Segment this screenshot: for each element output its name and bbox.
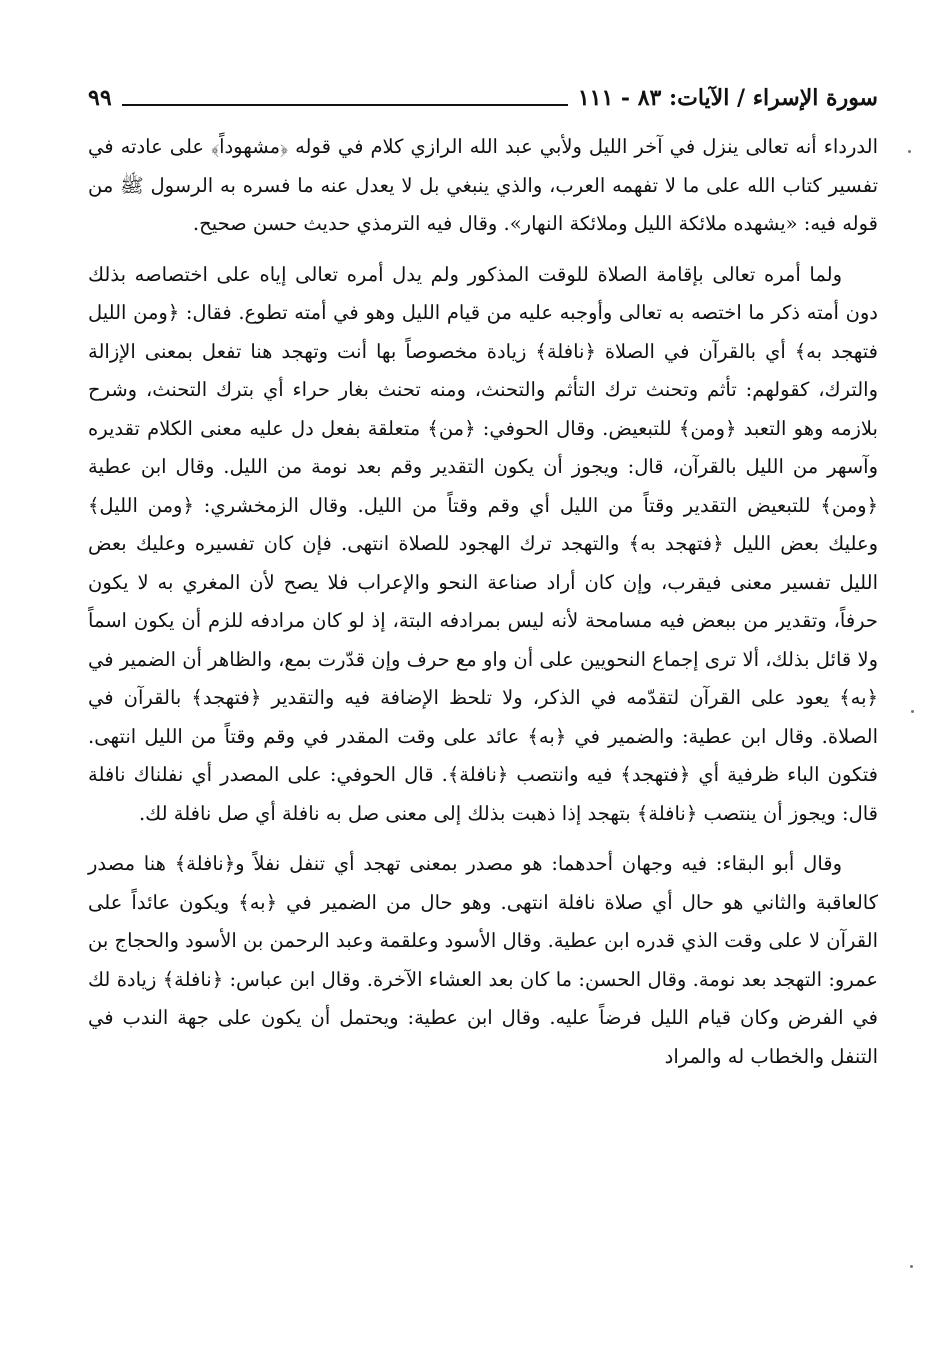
scan-speck	[910, 1265, 913, 1268]
page-number: ٩٩	[88, 85, 112, 111]
paragraph-2: ولما أمره تعالى بإقامة الصلاة للوقت المذكور ولم يدل أمره تعالى إياه على اختصاصه بذلك دون أمته ذكر ما اختصه به تعالى وأوجبه عليه من قيام الليل وهو في أمته تطوع. فقال: ﴿ومن الليل فتهجد به﴾ أي بالقرآن في الصلاة ﴿نافلة﴾ زيادة مخصوصاً بها أنت وتهجد هنا تفعل بمعنى الإزالة والترك، كقولهم: تأثم وتحنث ترك التأثم والتحنث، ومنه تحنث بغار حراء أي بترك التحنث، وشرح بلازمه وهو التعبد ﴿ومن﴾ للتبعيض. وقال الحوفي: ﴿من﴾ متعلقة بفعل دل عليه معنى الكلام تقديره وآسهر من الليل بالقرآن، قال: ويجوز أن يكون التقدير وقم بعد نومة من الليل. وقال ابن عطية ﴿ومن﴾ للتبعيض التقدير وقتاً من الليل أي وقم وقتاً من الليل. وقال الزمخشري: ﴿ومن الليل﴾ وعليك بعض الليل ﴿فتهجد به﴾ والتهجد ترك الهجود للصلاة انتهى. فإن كان تفسيره وعليك بعض الليل تفسير معنى فيقرب، وإن كان أراد صناعة النحو والإعراب فلا يصح لأن المغري به لا يكون حرفاً، وتقدير من ببعض فيه مسامحة لأنه ليس بمرادفه البتة، إذ لو كان مرادفه للزم أن يكون اسماً ولا قائل بذلك، ألا ترى إجماع النحويين على أن واو مع حرف وإن قدّرت بمع، والظاهر أن الضمير في ﴿به﴾ يعود على القرآن لتقدّمه في الذكر، ولا تلحظ الإضافة فيه والتقدير ﴿فتهجد﴾ بالقرآن في الصلاة. وقال ابن عطية: والضمير في ﴿به﴾ عائد على وقت المقدر في وقم وقتاً من الليل انتهى. فتكون الباء ظرفية أي ﴿فتهجد﴾ فيه وانتصب ﴿نافلة﴾. قال الحوفي: على المصدر أي نفلناك نافلة قال: ويجوز أن ينتصب ﴿نافلة﴾ بتهجد إذا ذهبت بذلك إلى معنى صل به نافلة أي صل نافلة لك.	[88, 262, 878, 825]
running-header	[88, 78, 878, 112]
scan-speck	[911, 710, 914, 713]
paragraph-1: الدرداء أنه تعالى ينزل في آخر الليل ولأبي عبد الله الرازي كلام في قوله ﴿مشهوداً﴾ على عادته في تفسير كتاب الله على ما لا تفهمه العرب، والذي ينبغي بل لا يعدل عنه ما فسره به الرسول ﷺ من قوله فيه: «يشهده ملائكة الليل وملائكة النهار». وقال فيه الترمذي حديث حسن صحيح.	[88, 135, 878, 235]
paragraph-3: وقال أبو البقاء: فيه وجهان أحدهما: هو مصدر بمعنى تهجد أي تنفل نفلاً و﴿نافلة﴾ هنا مصدر كالعاقبة والثاني هو حال أي صلاة نافلة انتهى. وهو حال من الضمير في ﴿به﴾ ويكون عائداً على القرآن لا على وقت الذي قدره ابن عطية. وقال الأسود وعلقمة وعبد الرحمن بن الأسود والحجاج بن عمرو: التهجد بعد نومة. وقال الحسن: ما كان بعد العشاء الآخرة. وقال ابن عباس: ﴿نافلة﴾ زيادة لك في الفرض وكان قيام الليل فرضاً عليه. وقال ابن عطية: ويحتمل أن يكون على جهة الندب في التنفل والخطاب له والمراد	[88, 852, 878, 1068]
scan-speck	[908, 150, 911, 153]
header-rule	[122, 104, 568, 106]
header-title: سورة الإسراء / الآيات: ٨٣ - ١١١	[577, 85, 878, 111]
page-body	[88, 128, 878, 1076]
